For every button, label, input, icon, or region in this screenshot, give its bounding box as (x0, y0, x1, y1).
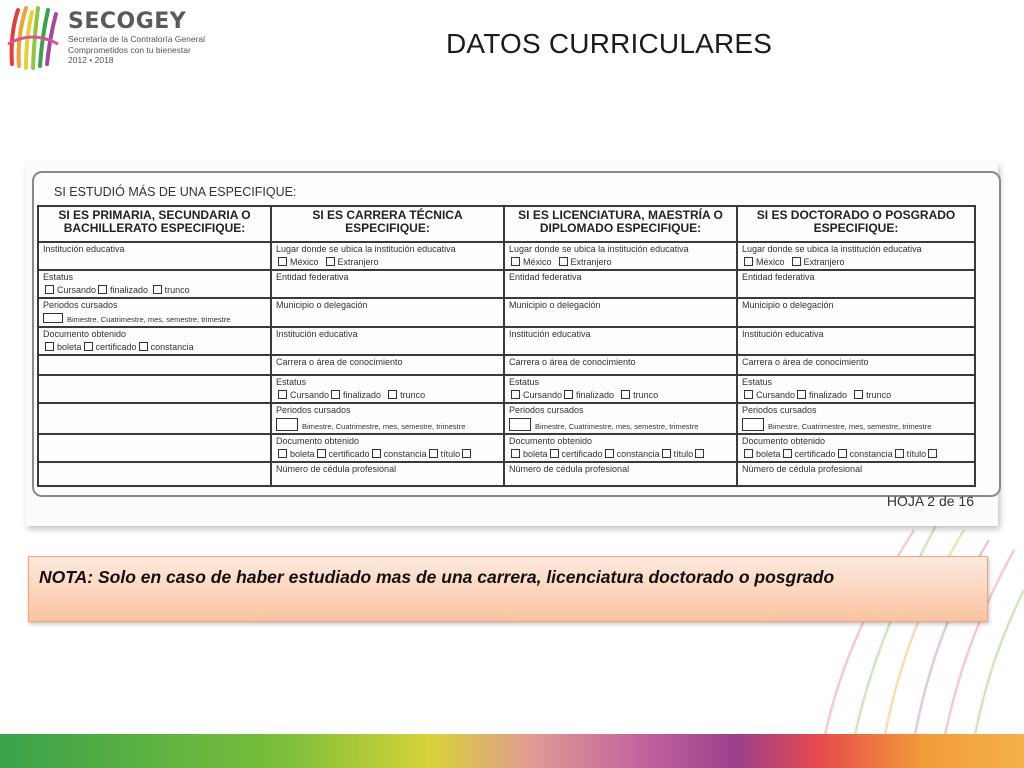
cell-empty (38, 462, 271, 486)
periods-input[interactable] (43, 313, 63, 323)
checkbox[interactable] (838, 449, 847, 458)
checkbox[interactable] (511, 257, 520, 266)
checkbox[interactable] (45, 342, 54, 351)
cell-cedula (737, 462, 975, 486)
checkbox[interactable] (559, 257, 568, 266)
label: título (906, 449, 927, 459)
cell-empty (38, 403, 271, 434)
table-row (38, 355, 975, 375)
label: Municipio o delegación (509, 300, 601, 310)
label: Número de cédula profesional (509, 464, 630, 474)
checkbox[interactable] (98, 285, 107, 294)
secogey-emblem-icon (4, 4, 60, 70)
cell-institucion (271, 327, 504, 355)
label: Entidad federativa (742, 272, 815, 282)
cell-documento (38, 327, 271, 355)
label: título (440, 449, 461, 459)
label: boleta (57, 342, 82, 352)
label: trunco (400, 390, 426, 400)
checkbox[interactable] (139, 342, 148, 351)
label: Número de cédula profesional (276, 464, 397, 474)
label: finalizado (343, 390, 382, 400)
cell-municipio (504, 298, 737, 327)
table-row (38, 298, 975, 327)
checkbox[interactable] (621, 390, 630, 399)
label: boleta (756, 449, 781, 459)
checkbox[interactable] (564, 390, 573, 399)
logo (4, 4, 224, 72)
col-header-licenciatura: SI ES LICENCIATURA, MAESTRÍA O DIPLOMADO ESPECIFIQUE: (504, 206, 737, 242)
hint: Bimestre, Cuatrimestre, mes, semestre, trimestre (768, 422, 932, 431)
label: Cursando (290, 390, 330, 400)
label: Documento obtenido (43, 329, 127, 339)
label: certificado (794, 449, 836, 459)
col-header-tecnica: SI ES CARRERA TÉCNICA ESPECIFIQUE: (271, 206, 504, 242)
table-header-row (38, 206, 975, 242)
label: boleta (290, 449, 315, 459)
checkbox[interactable] (895, 449, 904, 458)
cell-empty (38, 375, 271, 403)
label: Periodos cursados (43, 300, 118, 310)
label: certificado (328, 449, 370, 459)
label: Institución educativa (742, 329, 824, 339)
table-row (38, 434, 975, 462)
cell-periodos (38, 298, 271, 327)
cell-entidad (737, 270, 975, 298)
cell-institucion (504, 327, 737, 355)
cell-cedula (271, 462, 504, 486)
bottom-color-band (0, 734, 1024, 768)
cell-lugar (504, 242, 737, 270)
label: Institución educativa (509, 329, 591, 339)
checkbox[interactable] (662, 449, 671, 458)
checkbox[interactable] (462, 449, 471, 458)
note-text: NOTA: Solo en caso de haber estudiado mas de una carrera, licenciatura doctorado o posgrado (39, 567, 835, 587)
label: Entidad federativa (509, 272, 582, 282)
label: Extranjero (337, 257, 379, 267)
label: Municipio o delegación (276, 300, 368, 310)
label: título (673, 449, 694, 459)
cell-estatus (737, 375, 975, 403)
note-box (28, 556, 988, 622)
label: Carrera o área de conocimiento (509, 357, 636, 367)
col-header-doctorado: SI ES DOCTORADO O POSGRADO ESPECIFIQUE: (737, 206, 975, 242)
checkbox[interactable] (744, 390, 753, 399)
label: Estatus (509, 377, 540, 387)
cell-entidad (271, 270, 504, 298)
label: Institución educativa (43, 244, 125, 254)
studies-table (37, 205, 976, 487)
table-row (38, 403, 975, 434)
checkbox[interactable] (326, 257, 335, 266)
cell-documento (271, 434, 504, 462)
page-indicator: HOJA 2 de 16 (886, 493, 974, 509)
periods-input[interactable] (276, 418, 298, 431)
cell-periodos (737, 403, 975, 434)
label: Periodos cursados (509, 405, 584, 415)
cell-entidad (504, 270, 737, 298)
label: Documento obtenido (742, 436, 826, 446)
label: Lugar donde se ubica la institución educativa (276, 244, 456, 254)
cell-carrera (737, 355, 975, 375)
cell-empty (38, 355, 271, 375)
brand-line-1: Secretaría de la Contraloría General (68, 34, 206, 44)
table-row (38, 462, 975, 486)
label: Lugar donde se ubica la institución educativa (509, 244, 689, 254)
slide-title: DATOS CURRICULARES (446, 28, 773, 59)
cell-carrera (504, 355, 737, 375)
checkbox[interactable] (388, 390, 397, 399)
table-row (38, 327, 975, 355)
checkbox[interactable] (331, 390, 340, 399)
brand-line-2: Comprometidos con tu bienestar (68, 44, 191, 55)
label: México (290, 257, 319, 267)
label: Estatus (742, 377, 773, 387)
label: trunco (164, 285, 190, 295)
cell-estatus (271, 375, 504, 403)
checkbox[interactable] (928, 449, 937, 458)
label: Número de cédula profesional (742, 464, 863, 474)
cell-institucion (737, 327, 975, 355)
cell-municipio (271, 298, 504, 327)
label: Estatus (43, 272, 74, 282)
label: Carrera o área de conocimiento (276, 357, 403, 367)
hint: Bimestre, Cuatrimestre, mes, semestre, trimestre (67, 315, 231, 324)
checkbox[interactable] (278, 257, 287, 266)
checkbox[interactable] (511, 390, 520, 399)
checkbox[interactable] (854, 390, 863, 399)
label: certificado (561, 449, 603, 459)
label: Cursando (57, 285, 97, 295)
label: Documento obtenido (276, 436, 360, 446)
label: México (523, 257, 552, 267)
cell-estatus (38, 270, 271, 298)
checkbox[interactable] (744, 449, 753, 458)
checkbox[interactable] (84, 342, 93, 351)
checkbox[interactable] (429, 449, 438, 458)
checkbox[interactable] (45, 285, 54, 294)
hint: Bimestre, Cuatrimestre, mes, semestre, trimestre (535, 422, 699, 431)
form-heading: SI ESTUDIÓ MÁS DE UNA ESPECIFIQUE: (54, 185, 297, 199)
label: Extranjero (803, 257, 845, 267)
label: trunco (633, 390, 659, 400)
cell-carrera (271, 355, 504, 375)
label: Cursando (523, 390, 563, 400)
checkbox[interactable] (278, 390, 287, 399)
table-row (38, 375, 975, 403)
cell-periodos (504, 403, 737, 434)
label: Carrera o área de conocimiento (742, 357, 869, 367)
label: finalizado (110, 285, 149, 295)
checkbox[interactable] (278, 449, 287, 458)
checkbox[interactable] (372, 449, 381, 458)
periods-input[interactable] (742, 418, 764, 431)
cell-lugar (271, 242, 504, 270)
cell-municipio (737, 298, 975, 327)
cell-documento (504, 434, 737, 462)
checkbox[interactable] (511, 449, 520, 458)
col-header-basic: SI ES PRIMARIA, SECUNDARIA O BACHILLERATO ESPECIFIQUE: (38, 206, 271, 242)
form-scan (26, 163, 998, 526)
checkbox[interactable] (605, 449, 614, 458)
label: México (756, 257, 785, 267)
cell-documento (737, 434, 975, 462)
label: constancia (150, 342, 194, 352)
checkbox[interactable] (792, 257, 801, 266)
table-row (38, 270, 975, 298)
label: constancia (616, 449, 660, 459)
label: Periodos cursados (742, 405, 817, 415)
label: certificado (95, 342, 137, 352)
cell-institucion (38, 242, 271, 270)
checkbox[interactable] (153, 285, 162, 294)
periods-input[interactable] (509, 418, 531, 431)
label: Cursando (756, 390, 796, 400)
label: finalizado (809, 390, 848, 400)
brand-line-3: 2012 • 2018 (68, 55, 114, 65)
label: trunco (866, 390, 892, 400)
label: Estatus (276, 377, 307, 387)
cell-lugar (737, 242, 975, 270)
label: Municipio o delegación (742, 300, 834, 310)
checkbox[interactable] (317, 449, 326, 458)
label: Periodos cursados (276, 405, 351, 415)
cell-estatus (504, 375, 737, 403)
label: Documento obtenido (509, 436, 593, 446)
label: constancia (849, 449, 893, 459)
cell-cedula (504, 462, 737, 486)
checkbox[interactable] (695, 449, 704, 458)
label: boleta (523, 449, 548, 459)
table-row (38, 242, 975, 270)
cell-empty (38, 434, 271, 462)
checkbox[interactable] (550, 449, 559, 458)
label: Institución educativa (276, 329, 358, 339)
label: Entidad federativa (276, 272, 349, 282)
label: Extranjero (570, 257, 612, 267)
label: constancia (383, 449, 427, 459)
label: Lugar donde se ubica la institución educativa (742, 244, 922, 254)
brand-name: SECOGEY (68, 9, 187, 34)
hint: Bimestre, Cuatrimestre, mes, semestre, trimestre (302, 422, 466, 431)
checkbox[interactable] (783, 449, 792, 458)
label: finalizado (576, 390, 615, 400)
cell-periodos (271, 403, 504, 434)
checkbox[interactable] (744, 257, 753, 266)
checkbox[interactable] (797, 390, 806, 399)
